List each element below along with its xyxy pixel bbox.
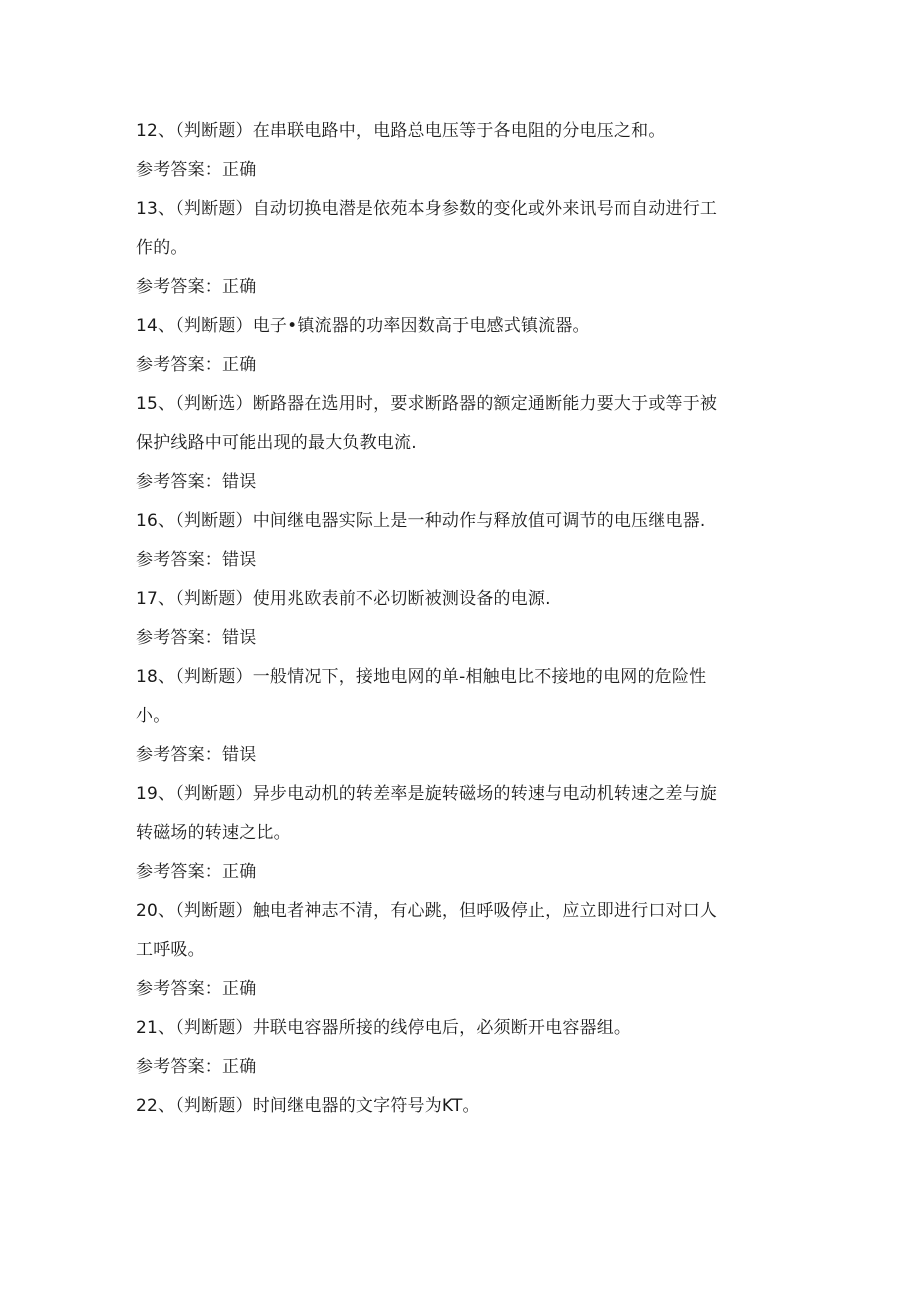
answer-text: 参考答案：错误: [136, 745, 257, 765]
question-text: 16、（判断题）中间继电器实际上是一种动作与释放值可调节的电压继电器.: [136, 511, 706, 531]
question-item-12: [136, 112, 776, 190]
question-item-13: [136, 190, 776, 307]
answer-text: 参考答案：正确: [136, 1057, 257, 1077]
question-text: 19、（判断题）异步电动机的转差率是旋转磁场的转速与电动机转速之差与旋: [136, 784, 718, 804]
question-item-18: [136, 658, 776, 775]
question-text-continued: 转磁场的转速之比。: [136, 823, 291, 843]
question-item-21: [136, 1009, 776, 1087]
answer-text: 参考答案：正确: [136, 862, 257, 882]
question-item-20: [136, 892, 776, 1009]
question-text: 12、（判断题）在串联电路中，电路总电压等于各电阻的分电压之和。: [136, 121, 666, 141]
answer-text: 参考答案：错误: [136, 550, 257, 570]
question-item-17: [136, 580, 776, 658]
answer-text: 参考答案：正确: [136, 979, 257, 999]
question-text: 17、（判断题）使用兆欧表前不必切断被测设备的电源.: [136, 589, 551, 609]
question-text: 15、（判断选）断路器在选用时，要求断路器的额定通断能力要大于或等于被: [136, 394, 718, 414]
answer-text: 参考答案：正确: [136, 277, 257, 297]
question-item-19: [136, 775, 776, 892]
question-item-22: [136, 1087, 776, 1126]
question-text-continued: 保护线路中可能出现的最大负教电流.: [136, 433, 417, 453]
question-text: 14、（判断题）电子•镇流器的功率因数高于电感式镇流器。: [136, 316, 590, 336]
answer-text: 参考答案：正确: [136, 160, 257, 180]
question-list: [136, 112, 776, 1126]
question-text-continued: 作的。: [136, 238, 188, 258]
question-text: 22、（判断题）时间继电器的文字符号为KT。: [136, 1096, 480, 1116]
question-item-14: [136, 307, 776, 385]
question-text: 18、（判断题）一般情况下，接地电网的单-相触电比不接地的电网的危险性: [136, 667, 707, 687]
question-text-continued: 小。: [136, 706, 171, 726]
question-text: 21、（判断题）井联电容器所接的线停电后，必须断开电容器组。: [136, 1018, 632, 1038]
question-item-16: [136, 502, 776, 580]
question-text-continued: 工呼吸。: [136, 940, 205, 960]
question-text: 20、（判断题）触电者神志不清，有心跳，但呼吸停止，应立即进行口对口人: [136, 901, 718, 921]
answer-text: 参考答案：错误: [136, 472, 257, 492]
question-item-15: [136, 385, 776, 502]
question-text: 13、（判断题）自动切换电潜是依苑本身参数的变化或外来讯号而自动进行工: [136, 199, 718, 219]
answer-text: 参考答案：错误: [136, 628, 257, 648]
answer-text: 参考答案：正确: [136, 355, 257, 375]
